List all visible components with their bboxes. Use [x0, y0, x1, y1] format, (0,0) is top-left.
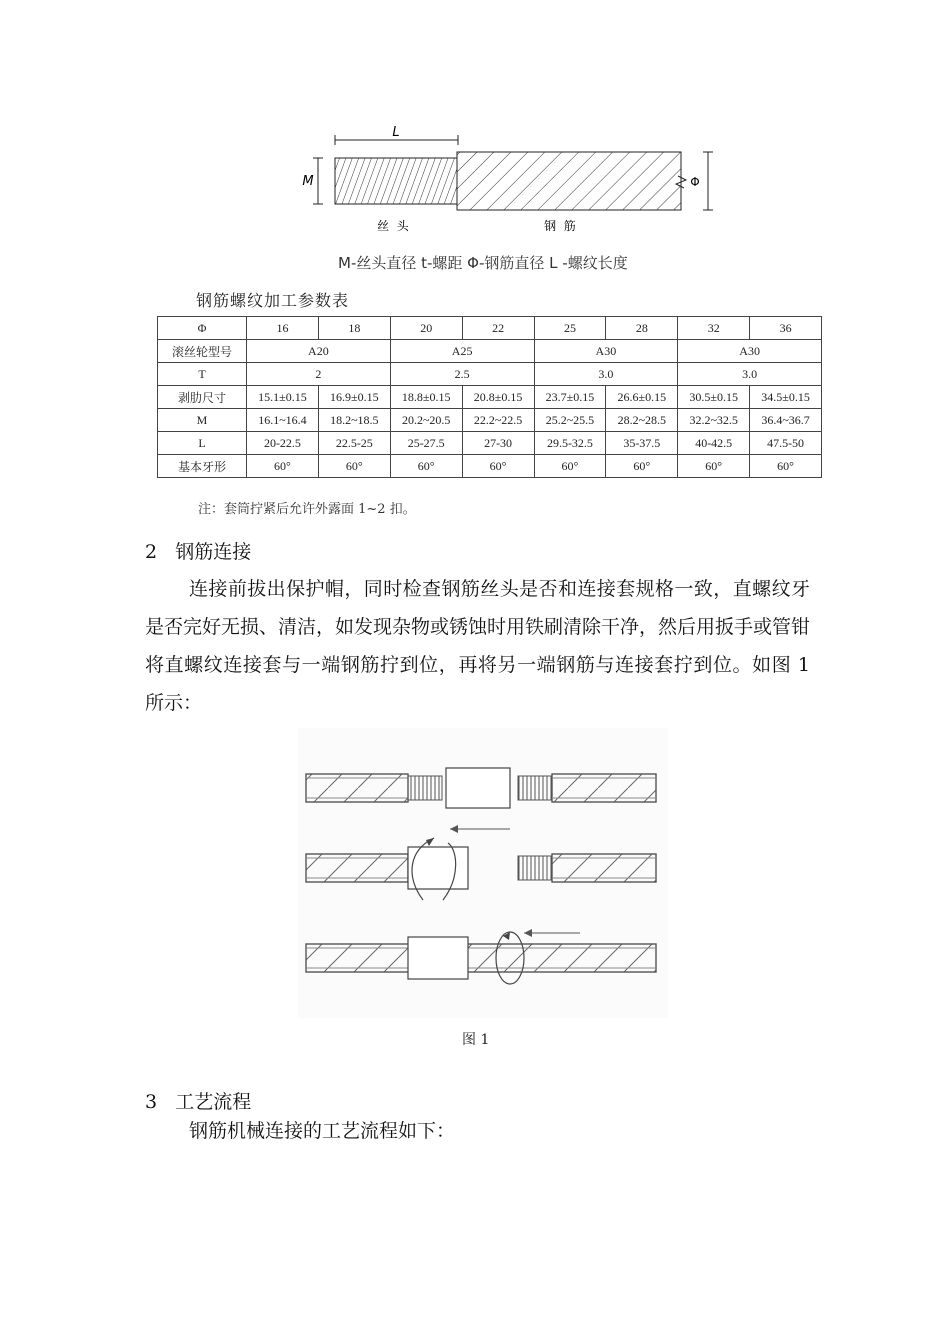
table-cell: 2	[247, 363, 391, 386]
connection-procedure-diagram	[298, 728, 668, 1018]
label-L: L	[392, 125, 400, 140]
table-cell: 60°	[750, 455, 822, 478]
row-header: 滚丝轮型号	[158, 340, 247, 363]
table-cell: 15.1±0.15	[247, 386, 319, 409]
table-row	[158, 317, 822, 340]
table-cell: 32	[678, 317, 750, 340]
table-cell: 20	[390, 317, 462, 340]
table-cell: 60°	[318, 455, 390, 478]
table-cell: 16.9±0.15	[318, 386, 390, 409]
label-phi: Φ	[690, 175, 700, 189]
table-cell: 23.7±0.15	[534, 386, 606, 409]
table-cell: A30	[678, 340, 822, 363]
table-cell: 28.2~28.5	[606, 409, 678, 432]
table-cell: 27-30	[462, 432, 534, 455]
label-thread-head: 丝 头	[377, 219, 409, 233]
table-cell: 16.1~16.4	[247, 409, 319, 432]
section-3-heading: 3 工艺流程	[145, 1091, 252, 1113]
table-cell: 30.5±0.15	[678, 386, 750, 409]
table-cell: 26.6±0.15	[606, 386, 678, 409]
table-cell: 20.2~20.5	[390, 409, 462, 432]
table-cell: 3.0	[534, 363, 678, 386]
table-cell: 40-42.5	[678, 432, 750, 455]
table-row	[158, 455, 822, 478]
row-header: M	[158, 409, 247, 432]
table-row	[158, 386, 822, 409]
table-cell: 60°	[606, 455, 678, 478]
thread-diagram-caption: M-丝头直径 t-螺距 Φ-钢筋直径 L -螺纹长度	[338, 254, 628, 272]
table-cell: 20-22.5	[247, 432, 319, 455]
section-3-paragraph: 钢筋机械连接的工艺流程如下：	[189, 1120, 456, 1142]
table-cell: A30	[534, 340, 678, 363]
section-2-heading: 2 钢筋连接	[145, 541, 252, 563]
table-cell: 18.2~18.5	[318, 409, 390, 432]
table-cell: 18	[318, 317, 390, 340]
table-cell: 22.2~22.5	[462, 409, 534, 432]
table-cell: 60°	[390, 455, 462, 478]
label-rebar: 钢 筋	[544, 219, 576, 233]
row-header: L	[158, 432, 247, 455]
row-header: 剥肋尺寸	[158, 386, 247, 409]
table-cell: 18.8±0.15	[390, 386, 462, 409]
table-row	[158, 340, 822, 363]
table-cell: 60°	[534, 455, 606, 478]
table-cell: 47.5-50	[750, 432, 822, 455]
table-cell: 36.4~36.7	[750, 409, 822, 432]
row-header: Φ	[158, 317, 247, 340]
table-cell: 25-27.5	[390, 432, 462, 455]
table-note: 注：套筒拧紧后允许外露面 1~2 扣。	[198, 502, 416, 517]
table-title: 钢筋螺纹加工参数表	[196, 291, 350, 310]
table-cell: 60°	[462, 455, 534, 478]
table-cell: 16	[247, 317, 319, 340]
table-row	[158, 432, 822, 455]
table-cell: 29.5-32.5	[534, 432, 606, 455]
row-header: 基本牙形	[158, 455, 247, 478]
table-cell: 34.5±0.15	[750, 386, 822, 409]
table-cell: 3.0	[678, 363, 822, 386]
table-cell: 22.5-25	[318, 432, 390, 455]
table-row	[158, 363, 822, 386]
table-cell: 20.8±0.15	[462, 386, 534, 409]
table-row	[158, 409, 822, 432]
table-cell: 28	[606, 317, 678, 340]
table-cell: 2.5	[390, 363, 534, 386]
thread-parameter-table	[157, 316, 822, 478]
table-cell: A25	[390, 340, 534, 363]
table-cell: 25.2~25.5	[534, 409, 606, 432]
table-cell: A20	[247, 340, 391, 363]
rebar-body-shape	[457, 152, 681, 210]
table-cell: 60°	[247, 455, 319, 478]
table-cell: 36	[750, 317, 822, 340]
table-cell: 35-37.5	[606, 432, 678, 455]
table-cell: 22	[462, 317, 534, 340]
table-cell: 32.2~32.5	[678, 409, 750, 432]
label-M: M	[302, 174, 314, 189]
section-2-paragraph: 连接前拔出保护帽，同时检查钢筋丝头是否和连接套规格一致，直螺纹牙是否完好无损、清洁，如发现杂物或锈蚀时用铁刷清除干净，然后用扳手或管钳将直螺纹连接套与一端钢筋拧到位，再将另一端钢筋与连接套拧到位。如图 1 所示：	[145, 578, 811, 714]
row-header: T	[158, 363, 247, 386]
table-cell: 25	[534, 317, 606, 340]
thread-head-shape	[335, 158, 457, 204]
figure-1-caption: 图 1	[462, 1032, 490, 1048]
table-cell: 60°	[678, 455, 750, 478]
